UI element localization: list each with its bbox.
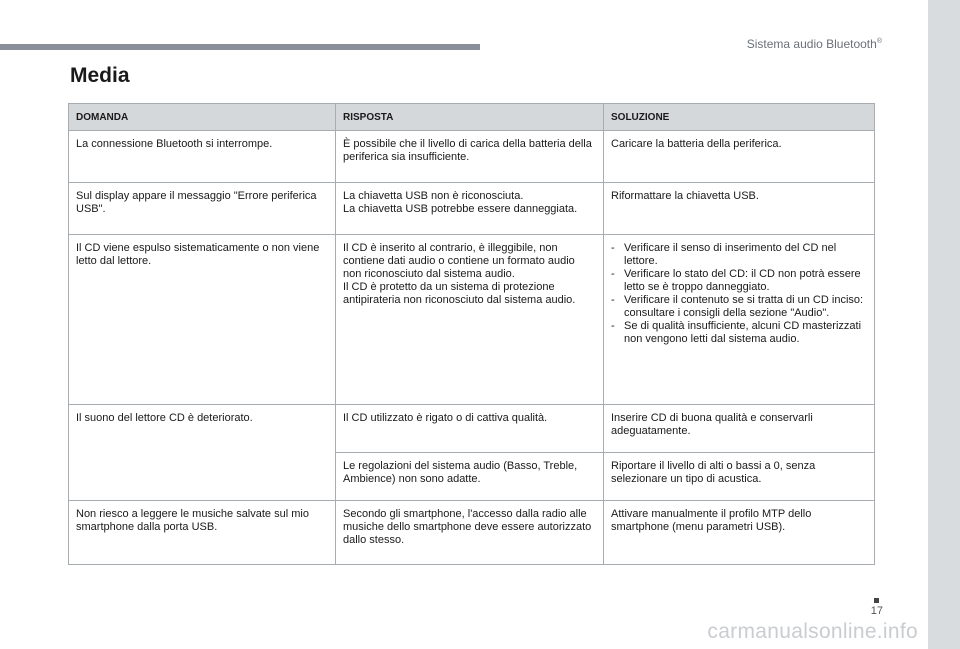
table-row	[69, 131, 875, 183]
answer-cell	[336, 405, 604, 453]
solution-text: Riportare il livello di alti o bassi a 0, senza selezionare un tipo di acustica.	[611, 460, 816, 485]
solution-cell	[604, 183, 875, 235]
solution-list-item: - Verificare il senso di inserimento del CD nel lettore.	[611, 242, 867, 268]
answer-text: Le regolazioni del sistema audio (Basso, Treble, Ambience) non sono adatte.	[343, 460, 578, 485]
answer-text: È possibile che il livello di carica della batteria della periferica sia insufficiente.	[343, 138, 592, 163]
question-cell: Il CD viene espulso sistematicamente o non viene letto dal lettore.	[69, 235, 336, 405]
solution-text: Inserire CD di buona qualità e conservarli adeguatamente.	[611, 412, 813, 437]
answer-cell	[336, 183, 604, 235]
table-row	[69, 235, 875, 405]
solution-cell	[604, 501, 875, 565]
solution-list-item: - Verificare il contenuto se si tratta di un CD inciso: consultare i consigli della sezione "Audio".	[611, 294, 867, 320]
page-marker	[874, 598, 879, 603]
registered-mark: ®	[876, 38, 882, 45]
solution-cell	[604, 235, 875, 405]
column-header-question: DOMANDA	[69, 104, 336, 131]
solution-text: Riformattare la chiavetta USB.	[611, 190, 759, 202]
faq-table	[68, 103, 875, 565]
solution-list-item: - Verificare lo stato del CD: il CD non potrà essere letto se è troppo danneggiato.	[611, 268, 867, 294]
solution-cell	[604, 453, 875, 501]
column-header-solution: SOLUZIONE	[604, 104, 875, 131]
header-rule	[0, 44, 480, 50]
watermark: carmanualsonline.info	[707, 620, 918, 643]
page-edge-band	[928, 0, 960, 649]
solution-text: Attivare manualmente il profilo MTP dello smartphone (menu parametri USB).	[611, 508, 812, 533]
answer-text: Il CD utilizzato è rigato o di cattiva qualità.	[343, 412, 548, 424]
solution-text: Caricare la batteria della periferica.	[611, 138, 782, 150]
answer-text: Secondo gli smartphone, l'accesso dalla radio alle musiche dello smartphone deve essere autorizzato dallo stesso.	[343, 508, 592, 546]
table-header-row	[69, 104, 875, 131]
answer-cell	[336, 453, 604, 501]
answer-text: La chiavetta USB potrebbe essere danneggiata.	[343, 203, 578, 215]
section-title: Media	[70, 64, 130, 87]
column-header-answer: RISPOSTA	[336, 104, 604, 131]
question-cell: Sul display appare il messaggio "Errore periferica USB".	[69, 183, 336, 235]
question-cell: La connessione Bluetooth si interrompe.	[69, 131, 336, 183]
solution-list-item: - Se di qualità insufficiente, alcuni CD masterizzati non vengono letti dal sistema audio.	[611, 320, 867, 346]
answer-cell	[336, 131, 604, 183]
question-cell: Il suono del lettore CD è deteriorato.	[69, 405, 336, 501]
table-row	[69, 183, 875, 235]
solution-cell	[604, 131, 875, 183]
question-cell: Non riesco a leggere le musiche salvate sul mio smartphone dalla porta USB.	[69, 501, 336, 565]
answer-text: La chiavetta USB non è riconosciuta.	[343, 190, 524, 202]
answer-cell	[336, 235, 604, 405]
table-row	[69, 405, 875, 453]
page-number: 17	[870, 605, 883, 617]
running-header-text: Sistema audio Bluetooth	[746, 37, 877, 51]
solution-cell	[604, 405, 875, 453]
solution-list	[611, 242, 867, 346]
running-header	[747, 37, 882, 51]
answer-text: Il CD è inserito al contrario, è illeggibile, non contiene dati audio o contiene un formato audio non riconosciuto dal sistema audio.	[343, 242, 575, 280]
answer-text: Il CD è protetto da un sistema di protezione antipirateria non riconosciuto dal sistema audio.	[343, 281, 576, 306]
table-row	[69, 501, 875, 565]
answer-cell	[336, 501, 604, 565]
